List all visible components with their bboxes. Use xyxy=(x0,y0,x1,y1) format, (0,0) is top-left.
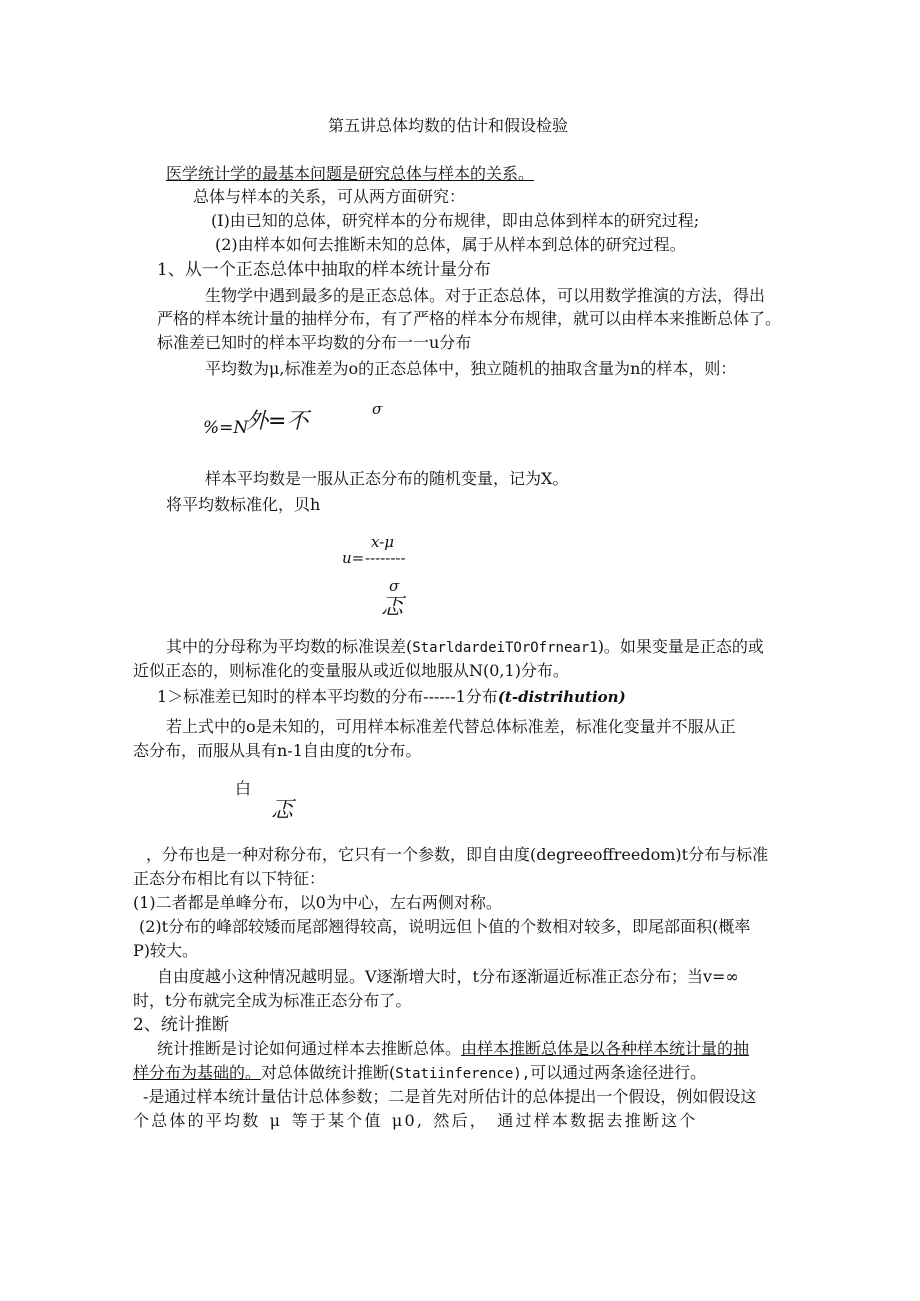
para-1-line-2: 严格的样本统计量的抽样分布，有了严格的样本分布规律，就可以由样本来推断总体了。 xyxy=(157,309,782,328)
formula-2-lhs: u= xyxy=(342,549,365,567)
para-4-line: 将平均数标准化，贝h xyxy=(166,495,321,514)
feature-2-line-2: P)较大。 xyxy=(133,941,199,960)
section-1-heading: 1、从一个正态总体中抽取的样本统计量分布 xyxy=(157,260,491,280)
page-title: 第五讲总体均数的估计和假设检验 xyxy=(328,116,569,135)
formula-3-char: 白 xyxy=(235,779,252,798)
formula-2-sigma: σ xyxy=(389,577,400,595)
para-9-line-2: 样分布为基础的。对总体做统计推断(Statiinference),可以通过两条途径进行。 xyxy=(133,1063,707,1082)
section-1-1-heading: 1＞标准差已知时的样本平均数的分布------1分布(t-distrihution) xyxy=(157,687,626,706)
formula-1-glyphs: 外=不 xyxy=(246,409,309,434)
para-6-line-1: 若上式中的o是未知的，可用样本标准差代替总体标准差，标准化变量并不服从正 xyxy=(166,717,736,736)
para-10-line-1: -是通过样本统计量估计总体参数；二是首先对所估计的总体提出一个假设，例如假设这 xyxy=(143,1087,757,1106)
feature-2-line-1: (2)t分布的峰部较矮而尾部翘得较高，说明远但卜值的个数相对较多，即尾部面积(概率 xyxy=(139,917,751,936)
formula-2-glyph: 忑 xyxy=(381,595,404,620)
intro-line: 医学统计学的最基本问题是研究总体与样本的关系。 xyxy=(166,164,535,183)
para-7-line-1: ，分布也是一种对称分布，它只有一个参数，即自由度(degreeoffreedom)t分布与标准 xyxy=(146,845,769,864)
para-8-line-2: 时，t分布就完全成为标准正态分布了。 xyxy=(133,991,412,1010)
para-1-line-3: 标准差已知时的样本平均数的分布一一u分布 xyxy=(157,333,472,352)
para-8-line-1: 自由度越小这种情况越明显。V逐渐增大时，t分布逐渐逼近标准正态分布；当v=∞ xyxy=(157,967,739,986)
para-9-line-1: 统计推断是讨论如何通过样本去推断总体。由样本推断总体是以各种样本统计量的抽 xyxy=(157,1039,750,1058)
formula-1-prefix: %=N xyxy=(203,418,249,438)
para-7-line-2: 正态分布相比有以下特征： xyxy=(133,869,326,888)
para-10-line-2: 个总体的平均数 μ 等于某个值 μ0, 然后， 通过样本数据去推断这个 xyxy=(133,1111,698,1130)
para-5-line-2: 近似正态的，则标准化的变量服从或近似地服从N(0,1)分布。 xyxy=(133,661,569,680)
point-2: (2)由样本如何去推断未知的总体，属于从样本到总体的研究过程。 xyxy=(215,235,686,254)
feature-1: (1)二者都是单峰分布，以0为中心，左右两侧对称。 xyxy=(133,893,502,912)
point-1: (I)由已知的总体，研究样本的分布规律，即由总体到样本的研究过程; xyxy=(211,211,700,230)
formula-2-fraction-bar: -------- xyxy=(365,549,406,567)
para-6-line-2: 态分布，而服从具有n-1自由度的t分布。 xyxy=(133,741,422,760)
section-2-heading: 2、统计推断 xyxy=(133,1015,229,1035)
para-1-line-1: 生物学中遇到最多的是正态总体。对于正态总体，可以用数学推演的方法，得出 xyxy=(205,286,766,305)
formula-2-numerator: x-μ xyxy=(371,533,395,551)
relation-line: 总体与样本的关系，可从两方面研究： xyxy=(193,187,466,206)
para-5-line-1: 其中的分母称为平均数的标准误差(StarldardeiTOrOfrnear1)。如果变量是正态的或 xyxy=(166,637,764,656)
formula-1-sigma: σ xyxy=(372,400,383,418)
para-2-line: 平均数为μ,标准差为o的正态总体中，独立随机的抽取含量为n的样本，则： xyxy=(205,359,737,378)
formula-3-glyph: 忑 xyxy=(271,798,294,823)
para-3-line: 样本平均数是一服从正态分布的随机变量，记为X。 xyxy=(205,469,569,488)
